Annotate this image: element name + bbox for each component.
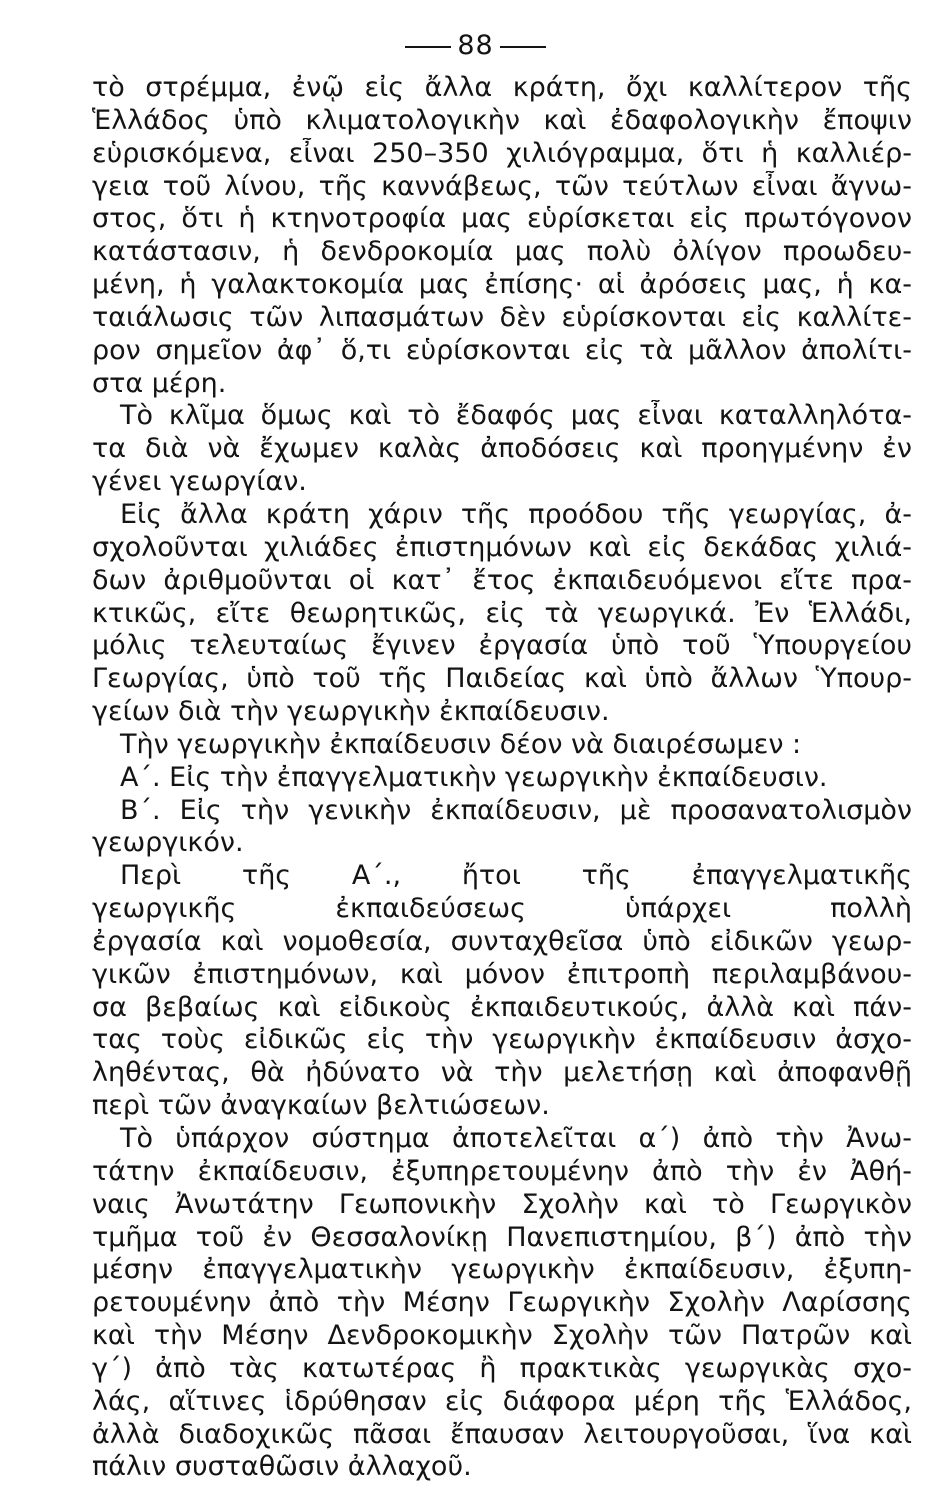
text-line: γεωργικόν. [92, 827, 244, 859]
text-line: πάλιν συσταθῶσιν ἀλλαχοῦ. [92, 1451, 472, 1483]
text-line: γ΄) ἀπὸ τὰς κατωτέρας ἢ πρακτικὰς γεωργικὰς σχο- [92, 1352, 912, 1384]
text-line: μέσην ἐπαγγελματικὴν γεωργικὴν ἐκπαίδευσιν, ἐξυπη- [92, 1254, 912, 1286]
text-line: γείων διὰ τὴν γεωργικὴν ἐκπαίδευσιν. [92, 696, 610, 728]
text-line: Ἑλλάδος ὑπὸ κλιματολογικὴν καὶ ἐδαφολογικὴν ἔποψιν [92, 104, 912, 136]
text-line: σα βεβαίως καὶ εἰδικοὺς ἐκπαιδευτικούς, ἀλλὰ καὶ πάν- [92, 991, 912, 1023]
text-line: γένει γεωργίαν. [92, 466, 307, 498]
text-line: Εἰς ἄλλα κράτη χάριν τῆς προόδου τῆς γεωργίας, ἀ- [120, 498, 912, 530]
text-line: λάς, αἵτινες ἱδρύθησαν εἰς διάφορα μέρη τῆς Ἑλλάδος, [92, 1385, 912, 1417]
text-line: εὑρισκόμενα, εἶναι 250–350 χιλιόγραμμα, ὅτι ἡ καλλιέρ- [92, 137, 912, 169]
text-line: μόλις τελευταίως ἔγινεν ἐργασία ὑπὸ τοῦ Ὑπουργείου [92, 630, 912, 662]
text-line: Τὴν γεωργικὴν ἐκπαίδευσιν δέον νὰ διαιρέσωμεν : [120, 728, 802, 760]
text-line: ρον σημεῖον ἀφ᾽ ὅ,τι εὑρίσκονται εἰς τὰ μᾶλλον ἀπολίτι- [92, 334, 912, 366]
text-line: περὶ τῶν ἀναγκαίων βελτιώσεων. [92, 1090, 550, 1122]
text-line: Α΄. Εἰς τὴν ἐπαγγελματικὴν γεωργικὴν ἐκπαίδευσιν. [120, 761, 828, 793]
text-line: τμῆμα τοῦ ἐν Θεσσαλονίκῃ Πανεπιστημίου, β΄) ἀπὸ τὴν [92, 1221, 912, 1253]
text-line: κτικῶς, εἴτε θεωρητικῶς, εἰς τὰ γεωργικά. Ἐν Ἑλλάδι, [92, 597, 912, 629]
text-line: Τὸ κλῖμα ὅμως καὶ τὸ ἔδαφός μας εἶναι καταλληλότα- [120, 400, 912, 432]
text-line: ρετουμένην ἀπὸ τὴν Μέσην Γεωργικὴν Σχολὴν Λαρίσσης [92, 1287, 912, 1319]
text-line: κατάστασιν, ἡ δενδροκομία μας πολὺ ὀλίγον προωδευ- [92, 236, 912, 268]
page-number [0, 30, 951, 62]
text-line: δων ἀριθμοῦνται οἱ κατ᾽ ἔτος ἐκπαιδευόμενοι εἴτε πρα- [92, 564, 912, 596]
text-line: τας τοὺς εἰδικῶς εἰς τὴν γεωργικὴν ἐκπαίδευσιν ἀσχο- [92, 1024, 912, 1056]
text-line: καὶ τὴν Μέσην Δενδροκομικὴν Σχολὴν τῶν Πατρῶν καὶ [92, 1320, 912, 1352]
text-line: γικῶν ἐπιστημόνων, καὶ μόνον ἐπιτροπὴ περιλαμβάνου- [92, 958, 912, 990]
text-line: Περὶ τῆς Α΄., ἤτοι τῆς ἐπαγγελματικῆς [120, 860, 912, 892]
text-line: γεια τοῦ λίνου, τῆς καννάβεως, τῶν τεύτλων εἶναι ἄγνω- [92, 170, 912, 202]
text-line: τα διὰ νὰ ἔχωμεν καλὰς ἀποδόσεις καὶ προηγμένην ἐν [92, 433, 912, 465]
text-line: ἀλλὰ διαδοχικῶς πᾶσαι ἔπαυσαν λειτουργοῦσαι, ἵνα καὶ [92, 1418, 912, 1450]
text-line: στα μέρη. [92, 367, 227, 399]
page-number-right-dash [500, 46, 546, 48]
text-line: ναις Ἀνωτάτην Γεωπονικὴν Σχολὴν καὶ τὸ Γεωργικὸν [92, 1188, 912, 1220]
body-text [92, 72, 912, 1484]
text-line: Τὸ ὑπάρχον σύστημα ἀποτελεῖται α΄) ἀπὸ τὴν Ἀνω- [120, 1123, 912, 1154]
page-number-text: 88 [457, 30, 494, 61]
text-line: μένη, ἡ γαλακτοκομία μας ἐπίσης· αἱ ἀρόσεις μας, ἡ κα- [92, 269, 912, 301]
text-line: ἐργασία καὶ νομοθεσία, συνταχθεῖσα ὑπὸ εἰδικῶν γεωρ- [92, 925, 912, 957]
page-number-left-dash [405, 46, 451, 48]
text-line: ληθέντας, θὰ ἠδύνατο νὰ τὴν μελετήσῃ καὶ ἀποφανθῇ [92, 1057, 912, 1089]
text-line: γεωργικῆς ἐκπαιδεύσεως ὑπάρχει πολλὴ [92, 893, 912, 925]
text-line: ταιάλωσις τῶν λιπασμάτων δὲν εὑρίσκονται εἰς καλλίτε- [92, 301, 912, 333]
text-line: τὸ στρέμμα, ἐνῷ εἰς ἄλλα κράτη, ὄχι καλλίτερον τῆς [92, 72, 912, 103]
text-line: σχολοῦνται χιλιάδες ἐπιστημόνων καὶ εἰς δεκάδας χιλιά- [92, 531, 912, 563]
text-line: τάτην ἐκπαίδευσιν, ἐξυπηρετουμένην ἀπὸ τὴν ἐν Ἀθή- [92, 1155, 912, 1187]
text-line: Γεωργίας, ὑπὸ τοῦ τῆς Παιδείας καὶ ὑπὸ ἄλλων Ὑπουρ- [92, 663, 912, 695]
text-line: στος, ὅτι ἡ κτηνοτροφία μας εὑρίσκεται εἰς πρωτόγονον [92, 203, 912, 235]
text-line: Β΄. Εἰς τὴν γενικὴν ἐκπαίδευσιν, μὲ προσανατολισμὸν [120, 794, 912, 826]
